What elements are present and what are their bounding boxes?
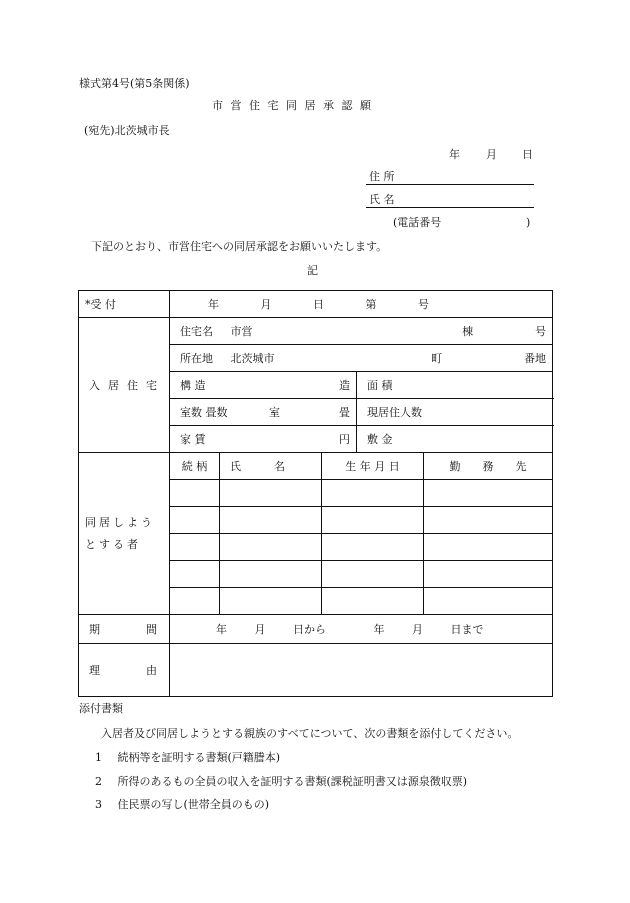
reception-number-suffix: 号 [418,298,429,311]
form-title: 市 営 住 宅 同 居 承 認 願 [212,99,373,112]
period-from-month: 月 [254,623,266,636]
reception-year: 年 [208,298,219,311]
period-to-day: 日まで [450,623,484,636]
column-workplace [424,453,553,480]
relation-input[interactable] [170,588,220,615]
housing-name-cell[interactable] [170,318,553,345]
form-number: 様式第4号(第5条関係) [79,77,190,90]
reason-label: 理 由 [79,644,170,697]
reception-day: 日 [313,298,324,311]
date-month-label: 月 [486,148,497,161]
reason-input[interactable] [170,644,553,697]
workplace-input[interactable] [424,588,553,615]
date-year-label: 年 [449,148,460,161]
birthdate-input[interactable] [322,480,424,507]
location-label: 所在地 [180,352,213,365]
workplace-input[interactable] [424,507,553,534]
area-label: 面 積 [367,379,393,392]
period-cell[interactable] [170,615,553,644]
deposit-label: 敷 金 [367,433,393,446]
attachment-item-1 [95,751,280,765]
rooms-label: 室数 畳数 [180,406,228,419]
reception-number-prefix: 第 [365,298,377,311]
relation-input[interactable] [170,507,220,534]
reception-cell[interactable] [170,291,553,318]
reason-row [79,644,553,697]
period-to-month: 月 [412,623,423,636]
period-label: 期 間 [79,615,170,644]
lot-unit: 番地 [524,352,547,365]
reception-month: 月 [260,298,272,311]
rent-cell[interactable] [170,426,357,453]
tatami-unit: 畳 [339,406,350,419]
attachment-item-text: 続柄等を証明する書類(戸籍謄本) [117,751,281,764]
town-unit: 町 [431,352,443,365]
area-cell[interactable] [357,372,553,399]
workplace-input[interactable] [424,561,553,588]
period-from-year: 年 [216,623,227,636]
cohabitants-label [79,453,170,615]
address-line[interactable] [366,184,534,185]
period-from-day: 日から [293,623,326,636]
name-line[interactable] [366,207,534,208]
deposit-cell[interactable] [357,426,553,453]
attachment-item-3 [95,798,269,812]
rent-unit: 円 [339,433,350,446]
birthdate-input[interactable] [322,561,424,588]
relation-input[interactable] [170,534,220,561]
reception-row [79,291,553,318]
phone-close: ) [526,216,531,229]
cohabitants-label-text: 同居しようとする者 [85,515,155,551]
column-name [220,453,322,480]
intro-text: 下記のとおり、市営住宅への同居承認をお願いいたします。 [91,240,388,253]
attachment-item-number: 1 [95,751,102,764]
rooms-cell[interactable] [170,399,357,426]
residents-cell[interactable] [357,399,553,426]
name-input[interactable] [220,507,322,534]
birthdate-input[interactable] [322,534,424,561]
period-row [79,615,553,644]
column-relation: 続 柄 [170,453,220,480]
structure-cell[interactable] [170,372,357,399]
attachment-item-2 [95,775,467,789]
relation-input[interactable] [170,561,220,588]
workplace-input[interactable] [424,534,553,561]
birthdate-input[interactable] [322,507,424,534]
attachment-item-number: 2 [95,775,102,788]
address-label: 住 所 [369,170,395,183]
period-to-year: 年 [373,623,385,636]
rent-label: 家 賃 [180,433,206,446]
room-unit: 号 [535,325,547,338]
attachment-item-text: 住民票の写し(世帯全員のもの) [117,798,270,811]
column-workplace-text: 勤 務 先 [449,460,527,473]
name-input[interactable] [220,588,322,615]
building-unit: 棟 [462,325,474,338]
structure-label: 構 造 [180,379,206,392]
birthdate-input[interactable] [322,588,424,615]
addressee: (宛先)北茨城市長 [84,124,170,137]
attachments-heading: 添付書類 [79,702,123,715]
rooms-unit: 室 [269,406,280,419]
relation-input[interactable] [170,480,220,507]
structure-unit: 造 [339,379,350,392]
name-input[interactable] [220,534,322,561]
housing-name-label: 住宅名 [180,325,213,338]
housing-name-row [79,318,553,345]
housing-name-value: 市営 [230,325,253,338]
name-input[interactable] [220,561,322,588]
name-input[interactable] [220,480,322,507]
phone-label: (電話番号 [393,216,442,229]
application-table [78,290,553,697]
column-name-text: 氏 名 [230,460,285,473]
date-day-label: 日 [522,148,533,161]
reception-label: *受 付 [79,291,170,318]
attachment-item-text: 所得のあるもの全員の収入を証明する書類(課税証明書又は源泉徴収票) [117,775,468,788]
cohabitants-header-row [79,453,553,480]
name-label: 氏 名 [369,193,395,206]
current-residents-label: 現居住人数 [367,406,422,419]
attachment-item-number: 3 [95,798,102,811]
location-value: 北茨城市 [230,352,275,365]
ki-label: 記 [307,264,318,277]
residence-label: 入 居 住 宅 [79,318,170,453]
attachments-intro: 入居者及び同居しようとする親族のすべてについて、次の書類を添付してください。 [101,727,519,740]
workplace-input[interactable] [424,480,553,507]
location-cell[interactable] [170,345,553,372]
column-birthdate: 生 年 月 日 [322,453,424,480]
